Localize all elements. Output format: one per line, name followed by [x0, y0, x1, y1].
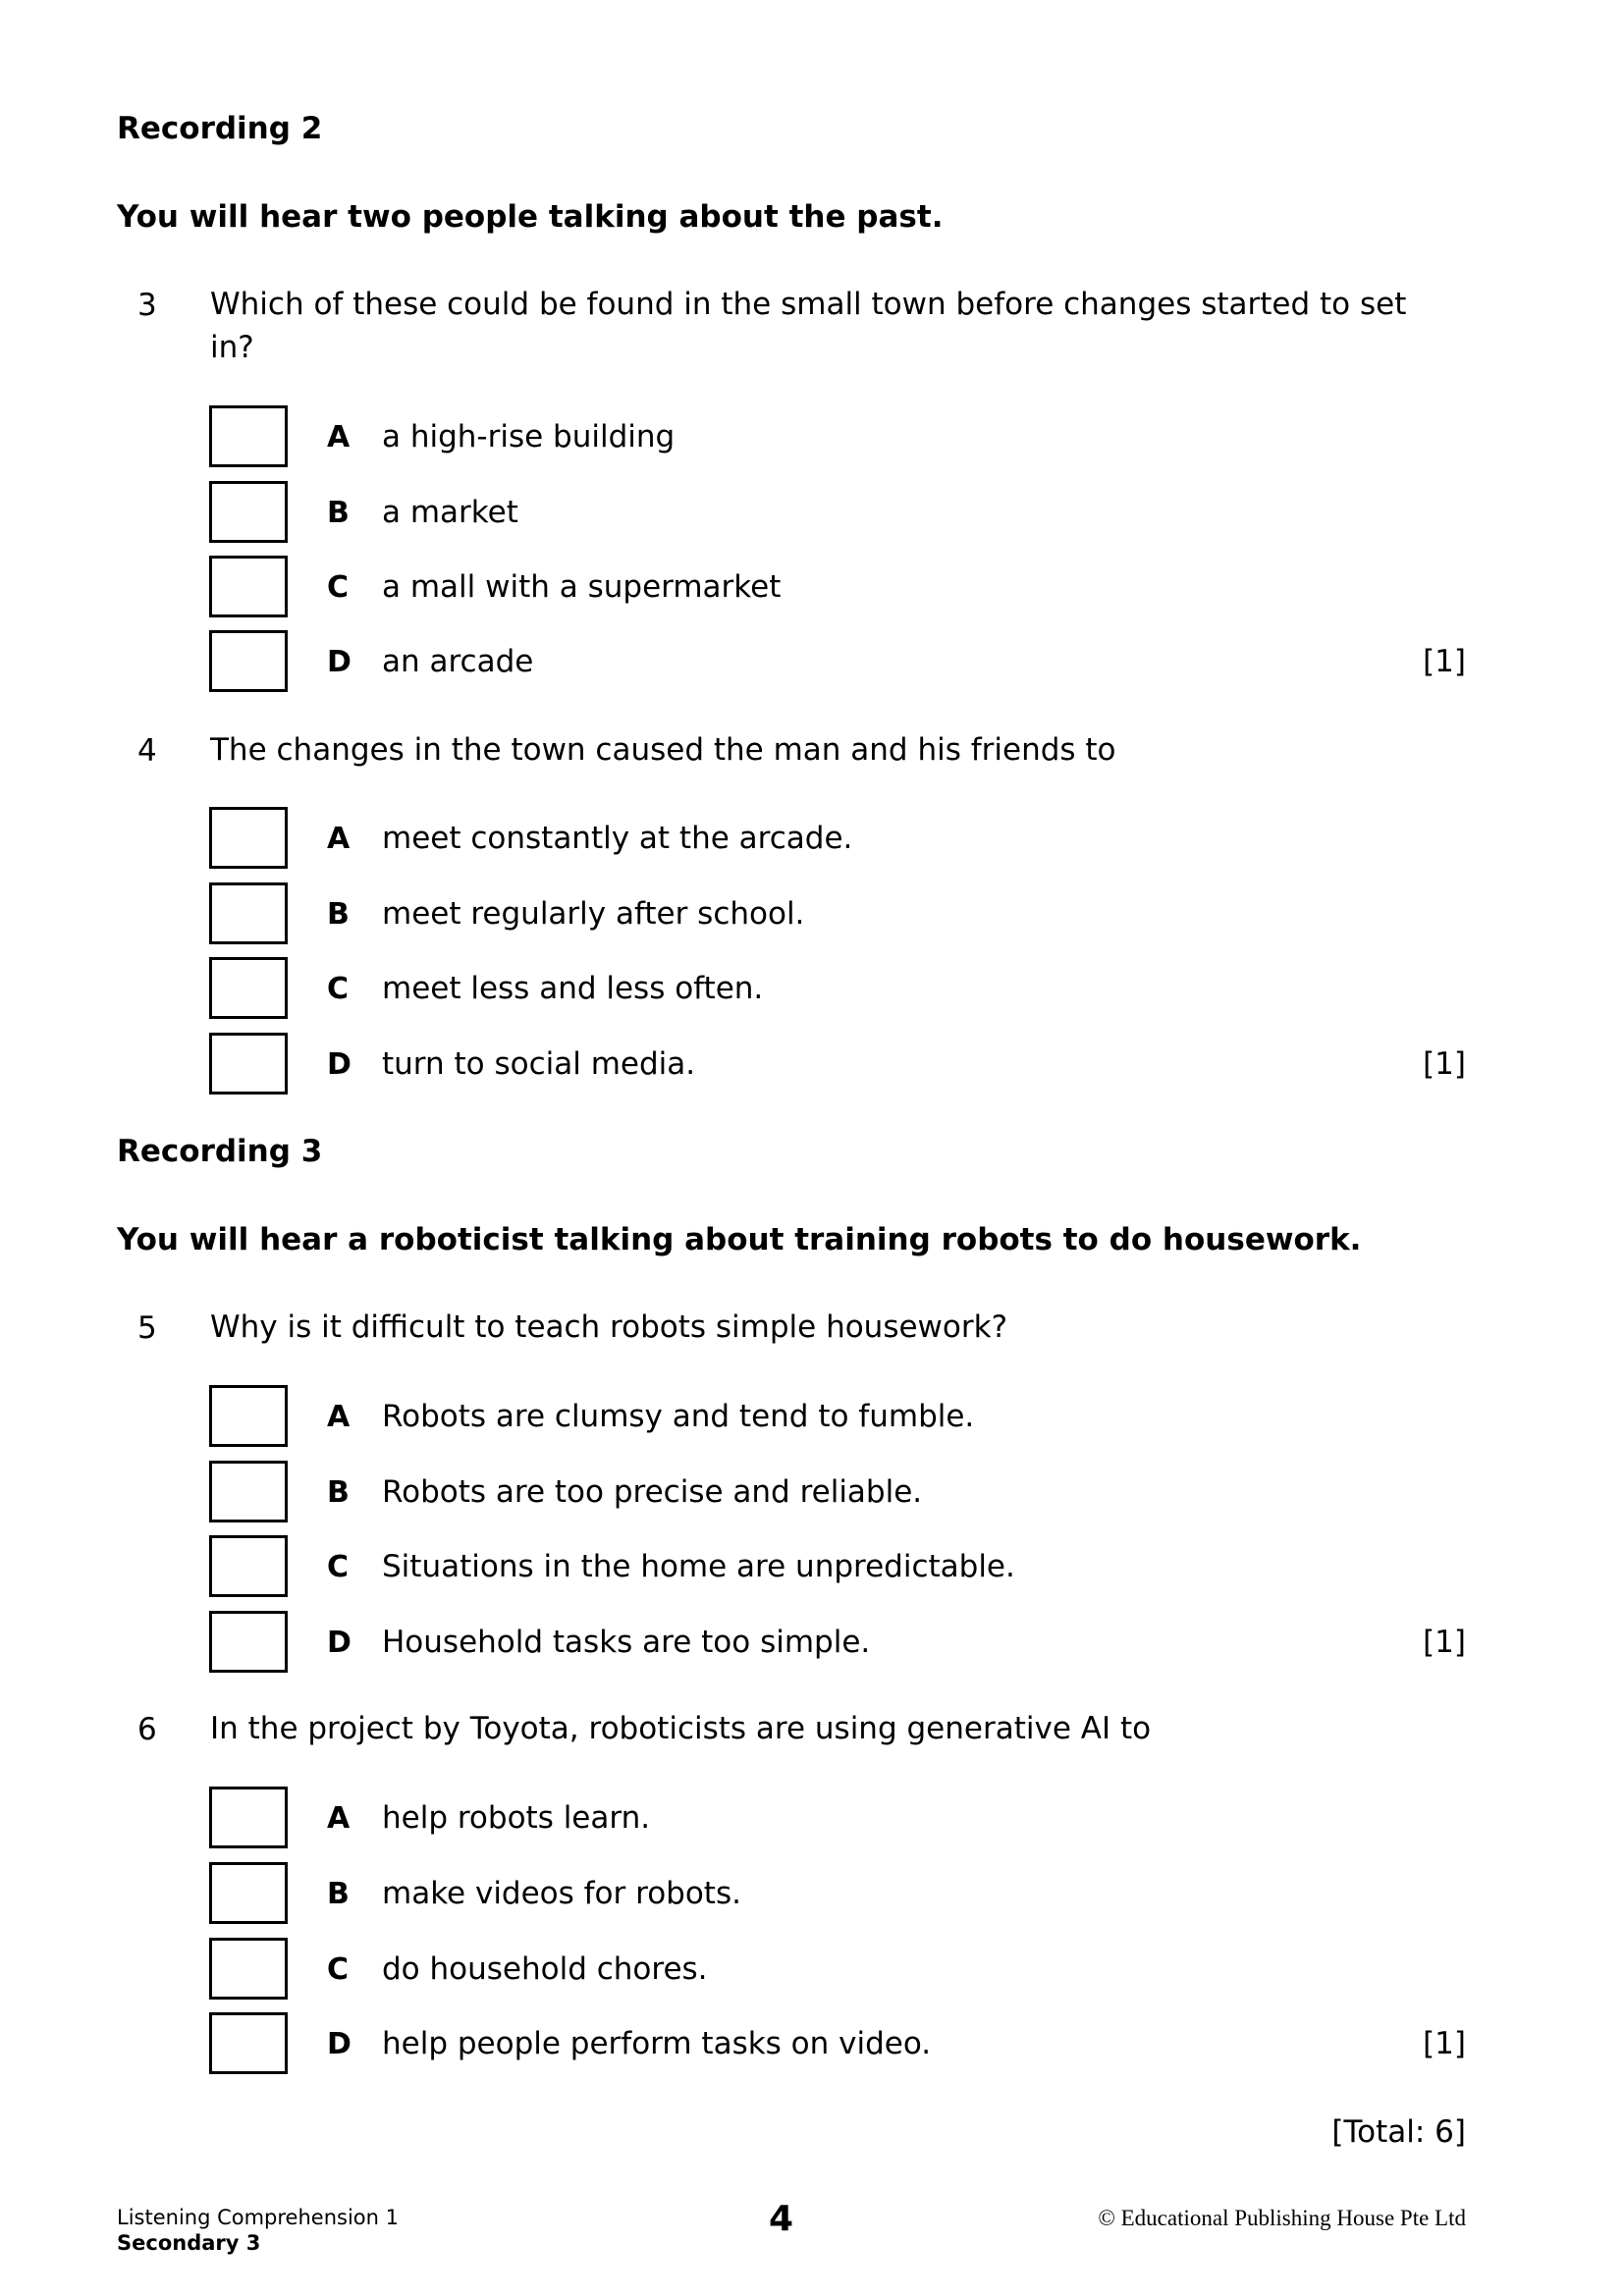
option-letter: C [327, 570, 350, 605]
option-letter: D [327, 645, 352, 679]
footer-copyright: © Educational Publishing House Pte Ltd [1098, 2206, 1466, 2230]
page-number: 4 [769, 2199, 794, 2239]
question-3-option-a-checkbox[interactable] [209, 405, 288, 467]
question-4-option-d-checkbox[interactable] [209, 1033, 288, 1095]
recording-2-instruction: You will hear two people talking about the past. [117, 199, 944, 235]
option-text: Situations in the home are unpredictable. [382, 1549, 1015, 1584]
footer-level: Secondary 3 [117, 2231, 261, 2255]
option-text: help robots learn. [382, 1800, 651, 1836]
option-text: Robots are too precise and reliable. [382, 1474, 923, 1510]
option-text: Robots are clumsy and tend to fumble. [382, 1399, 975, 1434]
question-5-option-b-checkbox[interactable] [209, 1461, 288, 1522]
option-letter: B [327, 897, 350, 932]
recording-3-heading: Recording 3 [117, 1134, 323, 1169]
question-3-number: 3 [137, 288, 157, 323]
option-text: a mall with a supermarket [382, 569, 782, 605]
question-6-text: In the project by Toyota, roboticists are using generative AI to [210, 1711, 1152, 1746]
option-letter: A [327, 420, 351, 454]
question-5-text: Why is it difficult to teach robots simple housework? [210, 1309, 1008, 1345]
recording-2-heading: Recording 2 [117, 111, 323, 146]
question-3-text: Which of these could be found in the small town before changes started to set [210, 287, 1407, 322]
question-4-text: The changes in the town caused the man and his friends to [210, 732, 1116, 768]
option-letter: D [327, 2027, 352, 2061]
question-4-number: 4 [137, 733, 157, 769]
option-text: meet less and less often. [382, 971, 764, 1006]
question-6-option-b-checkbox[interactable] [209, 1862, 288, 1924]
option-letter: A [327, 822, 351, 856]
option-letter: A [327, 1801, 351, 1836]
option-letter: C [327, 1952, 350, 1987]
question-4-option-a-checkbox[interactable] [209, 807, 288, 869]
recording-3-instruction: You will hear a roboticist talking about training robots to do housework. [117, 1222, 1362, 1257]
option-letter: B [327, 496, 350, 530]
option-letter: C [327, 972, 350, 1006]
option-text: a market [382, 495, 518, 530]
question-6-option-a-checkbox[interactable] [209, 1787, 288, 1848]
question-5-option-c-checkbox[interactable] [209, 1535, 288, 1597]
question-6-marks: [1] [1423, 2026, 1466, 2061]
question-6-number: 6 [137, 1712, 157, 1747]
option-letter: B [327, 1877, 350, 1911]
question-3-marks: [1] [1423, 644, 1466, 679]
option-letter: C [327, 1550, 350, 1584]
option-text: an arcade [382, 644, 534, 679]
question-5-marks: [1] [1423, 1625, 1466, 1660]
question-5-number: 5 [137, 1310, 157, 1346]
question-5-option-a-checkbox[interactable] [209, 1385, 288, 1447]
question-3-option-c-checkbox[interactable] [209, 556, 288, 617]
option-text: meet regularly after school. [382, 896, 805, 932]
option-text: do household chores. [382, 1951, 708, 1987]
total-marks: [Total: 6] [1331, 2114, 1466, 2150]
question-3-option-b-checkbox[interactable] [209, 481, 288, 543]
footer-title: Listening Comprehension 1 [117, 2206, 399, 2229]
option-text: make videos for robots. [382, 1876, 741, 1911]
question-4-option-c-checkbox[interactable] [209, 957, 288, 1019]
option-text: meet constantly at the arcade. [382, 821, 853, 856]
option-letter: B [327, 1475, 350, 1510]
option-letter: D [327, 1626, 352, 1660]
option-text: a high-rise building [382, 419, 676, 454]
option-text: Household tasks are too simple. [382, 1625, 871, 1660]
question-6-option-c-checkbox[interactable] [209, 1938, 288, 2000]
question-3-option-d-checkbox[interactable] [209, 630, 288, 692]
option-letter: A [327, 1400, 351, 1434]
question-4-marks: [1] [1423, 1046, 1466, 1082]
question-3-text-cont: in? [210, 330, 254, 365]
option-letter: D [327, 1047, 352, 1082]
question-5-option-d-checkbox[interactable] [209, 1611, 288, 1673]
option-text: help people perform tasks on video. [382, 2026, 932, 2061]
question-4-option-b-checkbox[interactable] [209, 882, 288, 944]
option-text: turn to social media. [382, 1046, 696, 1082]
question-6-option-d-checkbox[interactable] [209, 2012, 288, 2074]
